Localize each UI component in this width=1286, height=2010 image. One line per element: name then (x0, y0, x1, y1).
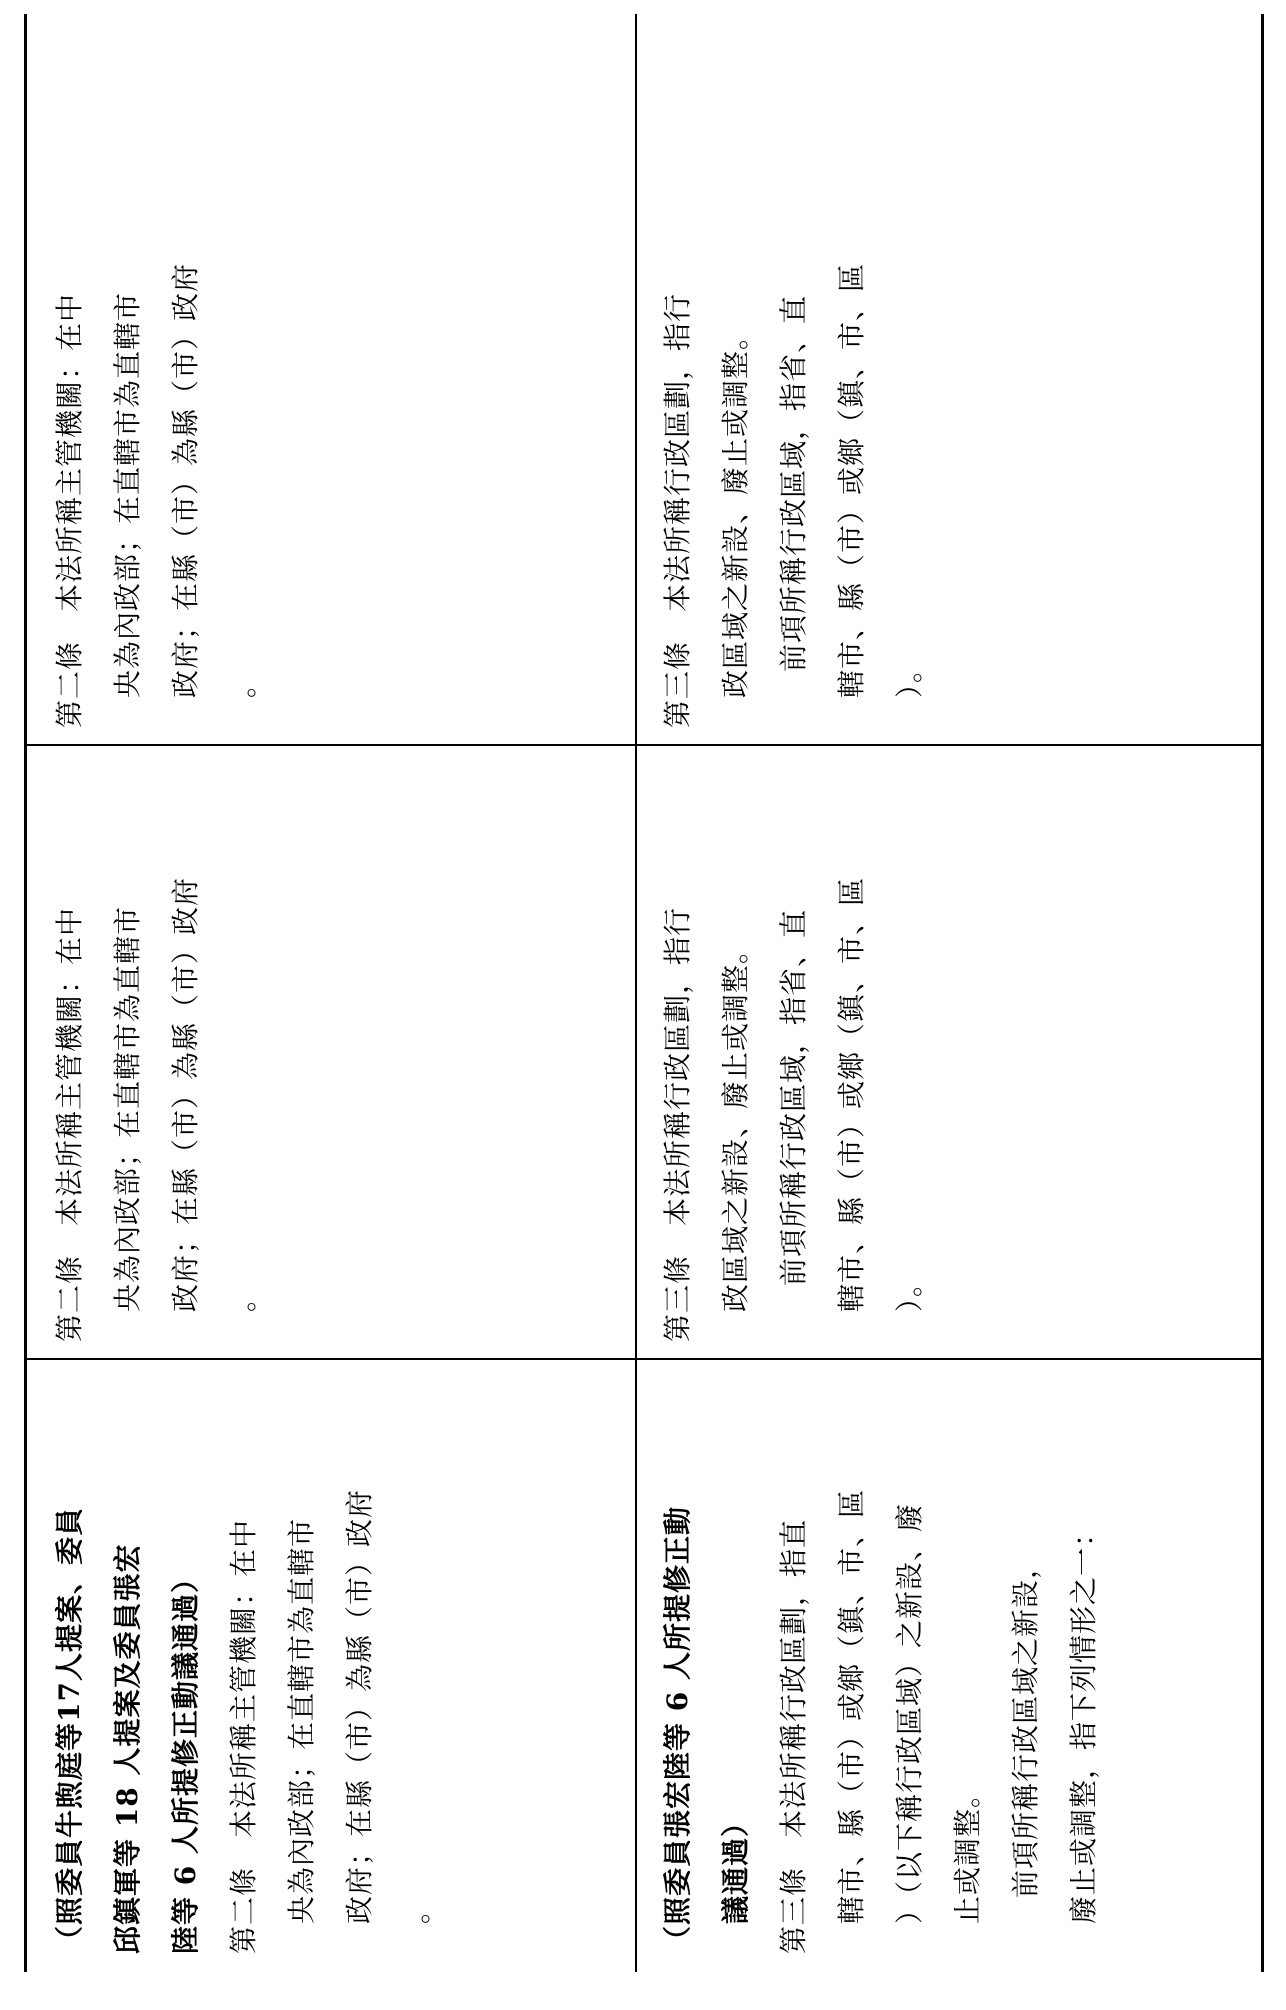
text-line: 。 (401, 1894, 434, 1924)
text-line: 政府；在縣（市）為縣（市）政府 (169, 876, 202, 1312)
text-line: 第二條 本法所稱主管機關：在中 (227, 1518, 260, 1954)
text-line: ）（以下稱行政區域）之新設、廢 (893, 1502, 926, 1924)
text-line: 前項所稱行政區域，指省、直 (777, 908, 810, 1286)
text-line: ）。 (893, 653, 926, 698)
row2-passed-text-cell (635, 1360, 1267, 1972)
text-line: 央為內政部；在直轄市為直轄市 (111, 905, 144, 1312)
text-line: 前項所稱行政區域之新設， (1009, 1549, 1042, 1898)
text-line: 第三條 本法所稱行政區劃，指直 (777, 1518, 810, 1954)
row2-proposal-a-cell (635, 746, 1267, 1360)
text-line: 政府；在縣（市）為縣（市）政府 (343, 1488, 376, 1924)
text-line: 止或調整。 (951, 1778, 984, 1924)
text-line: 。 (227, 1282, 260, 1312)
text-line: 前項所稱行政區域，指省、直 (777, 294, 810, 672)
text-line: 轄市、縣（市）或鄉（鎮、市、區 (835, 1488, 868, 1924)
text-line: 政府；在縣（市）為縣（市）政府 (169, 262, 202, 698)
text-line: （照委員張宏陸等 6 人所提修正動 (661, 1506, 694, 1954)
text-line: 轄市、縣（市）或鄉（鎮、市、區 (835, 262, 868, 698)
text-line: 政區域之新設、廢止或調整。 (719, 320, 752, 698)
text-line: 第三條 本法所稱行政區劃，指行 (661, 906, 694, 1342)
text-line: 第二條 本法所稱主管機關：在中 (53, 292, 86, 728)
text-line: 廢止或調整，指下列情形之一： (1067, 1517, 1100, 1924)
text-line: 第二條 本法所稱主管機關：在中 (53, 906, 86, 1342)
row1-proposal-a-cell (27, 746, 635, 1360)
text-line: ）。 (893, 1267, 926, 1312)
row2-proposal-b-cell (635, 14, 1267, 746)
text-line: 。 (227, 668, 260, 698)
text-line: 政區域之新設、廢止或調整。 (719, 934, 752, 1312)
row1-proposal-b-cell (27, 14, 635, 746)
comparison-table (24, 14, 1264, 1972)
text-line: 陸等 6 人所提修正動議通過） (169, 1564, 202, 1954)
text-line: 議通過） (719, 1807, 752, 1924)
row1-passed-text-cell (27, 1360, 635, 1972)
text-line: 央為內政部；在直轄市為直轄市 (111, 291, 144, 698)
text-line: 轄市、縣（市）或鄉（鎮、市、區 (835, 876, 868, 1312)
text-line: 央為內政部；在直轄市為直轄市 (285, 1517, 318, 1924)
text-line: （照委員牛煦庭等17人提案、委員 (53, 1507, 86, 1954)
text-line: 邱鎮軍等 18 人提案及委員張宏 (111, 1543, 144, 1954)
text-line: 第三條 本法所稱行政區劃，指行 (661, 292, 694, 728)
